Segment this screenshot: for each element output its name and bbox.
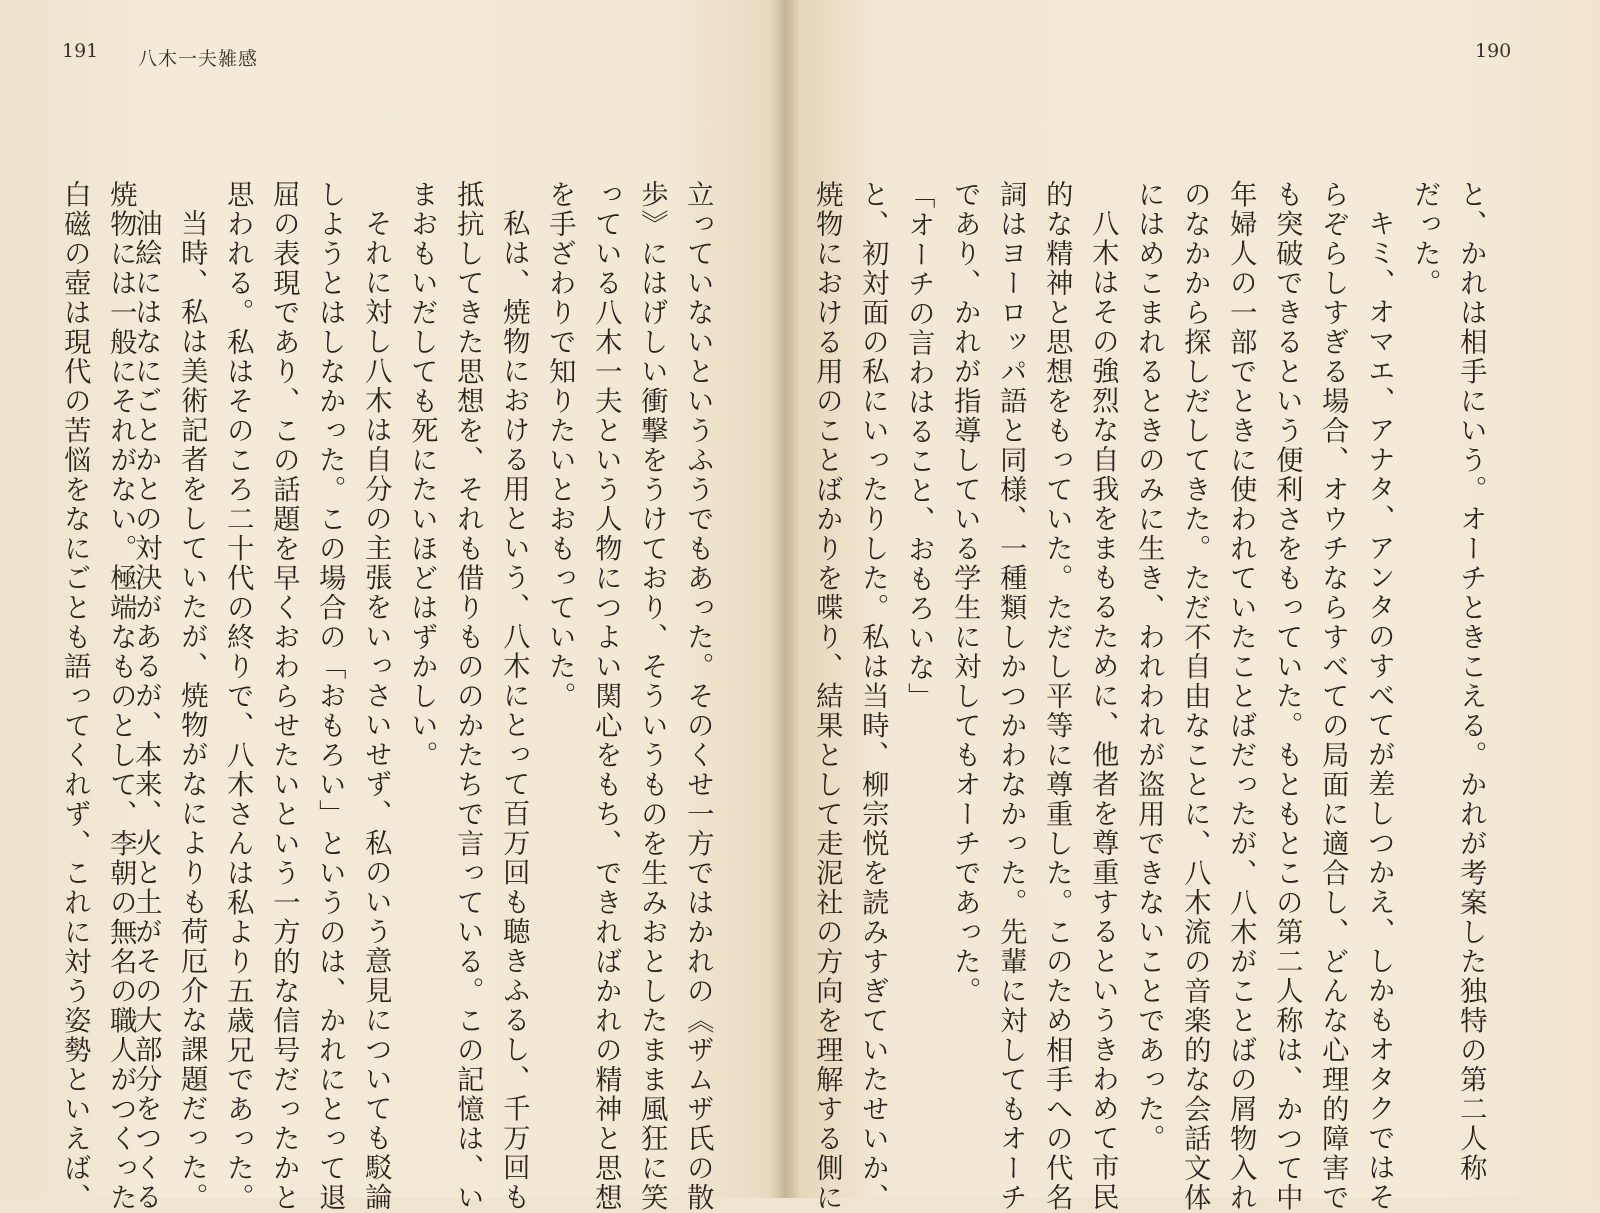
right-page: [785, 0, 1600, 1213]
text-line: 屈の表現であり、この話題を早くおわらせたいという一方的な信号だったかと: [268, 180, 300, 1213]
text-line: 立っていないというふうでもあった。そのくせ一方ではかれの《ザムザ氏の散: [682, 180, 714, 1213]
text-line: と、かれは相手にいう。オーチときこえる。かれが考案した独特の第二人称: [1455, 180, 1487, 1183]
page-number: 191: [62, 40, 99, 62]
text-line: と、初対面の私にいったりした。私は当時、柳宗悦を読みすぎていたせいか、: [857, 180, 889, 1213]
text-line: 油絵にはなにごとかとの対決があるが、本来、火と土がその大部分をつくる: [130, 209, 162, 1212]
text-line: 焼物における用のことばかりを喋り、結果として走泥社の方向を理解する側に: [811, 180, 843, 1213]
book-gutter-shadow: [770, 0, 800, 1198]
text-line: にはめこまれるときのみに生き、われわれが盗用できないことであった。: [1133, 180, 1165, 1154]
text-line: 当時、私は美術記者をしていたが、焼物がなによりも荷厄介な課題だった。: [176, 209, 208, 1212]
text-line: 私は、焼物における用という、八木にとって百万回も聴きふるし、千万回も: [498, 209, 530, 1212]
text-line: 歩》にはげしい衝撃をうけており、そういうものを生みおとしたまま風狂に笑: [636, 180, 668, 1213]
text-line: それに対し八木は自分の主張をいっさいせず、私のいう意見についても駁論: [360, 209, 392, 1212]
text-line: キミ、オマエ、アナタ、アンタのすべてが差しつかえ、しかもオタクではそ: [1363, 209, 1395, 1212]
text-line: だった。: [1409, 180, 1441, 298]
text-line: 年婦人の一部でときに使われていたことばだったが、八木がことばの屑物入れ: [1225, 180, 1257, 1213]
text-line: 思われる。私はそのころ二十代の終りで、八木さんは私より五歳兄であった。: [222, 180, 254, 1213]
text-line: 抵抗してきた思想を、それも借りもののかたちで言っている。この記憶は、い: [452, 180, 484, 1213]
text-line: 「オーチの言わはること、おもろいな」: [903, 181, 935, 712]
text-line: 詞はヨーロッパ語と同様、一種類しかつかわなかった。先輩に対してもオーチ: [995, 180, 1027, 1213]
text-line: も突破できるという便利さをもっていた。もともとこの第二人称は、かつて中: [1271, 180, 1303, 1213]
text-line: 八木はその強烈な自我をまもるために、他者を尊重するというきわめて市民: [1087, 209, 1119, 1212]
text-line: を手ざわりで知りたいとおもっていた。: [544, 180, 576, 711]
text-line: であり、かれが指導している学生に対してもオーチであった。: [949, 180, 981, 1006]
text-line: っている八木一夫という人物につよい関心をもち、できればかれの精神と思想: [590, 180, 622, 1213]
page-number: 190: [1475, 40, 1512, 62]
text-line: 的な精神と思想をもっていた。ただし平等に尊重した。このため相手への代名: [1041, 180, 1073, 1213]
left-page: [0, 0, 785, 1213]
running-head: 八木一夫雑感: [138, 48, 259, 70]
text-line: まおもいだしても死にたいほどはずかしい。: [406, 180, 438, 770]
text-line: のなかから探しだしてきた。ただ不自由なことに、八木流の音楽的な会話文体: [1179, 180, 1211, 1213]
text-line: 焼物には一般にそれがない。極端なものとして、李朝の無名の職人がつくった: [105, 180, 137, 1213]
text-line: らぞらしすぎる場合、オウチならすべての局面に適合し、どんな心理的障害で: [1317, 180, 1349, 1213]
text-line: 白磁の壺は現代の苦悩をなにごとも語ってくれず、これに対う姿勢といえば、: [59, 180, 91, 1213]
text-line: しようとはしなかった。この場合の「おもろい」というのは、かれにとって退: [314, 180, 346, 1213]
